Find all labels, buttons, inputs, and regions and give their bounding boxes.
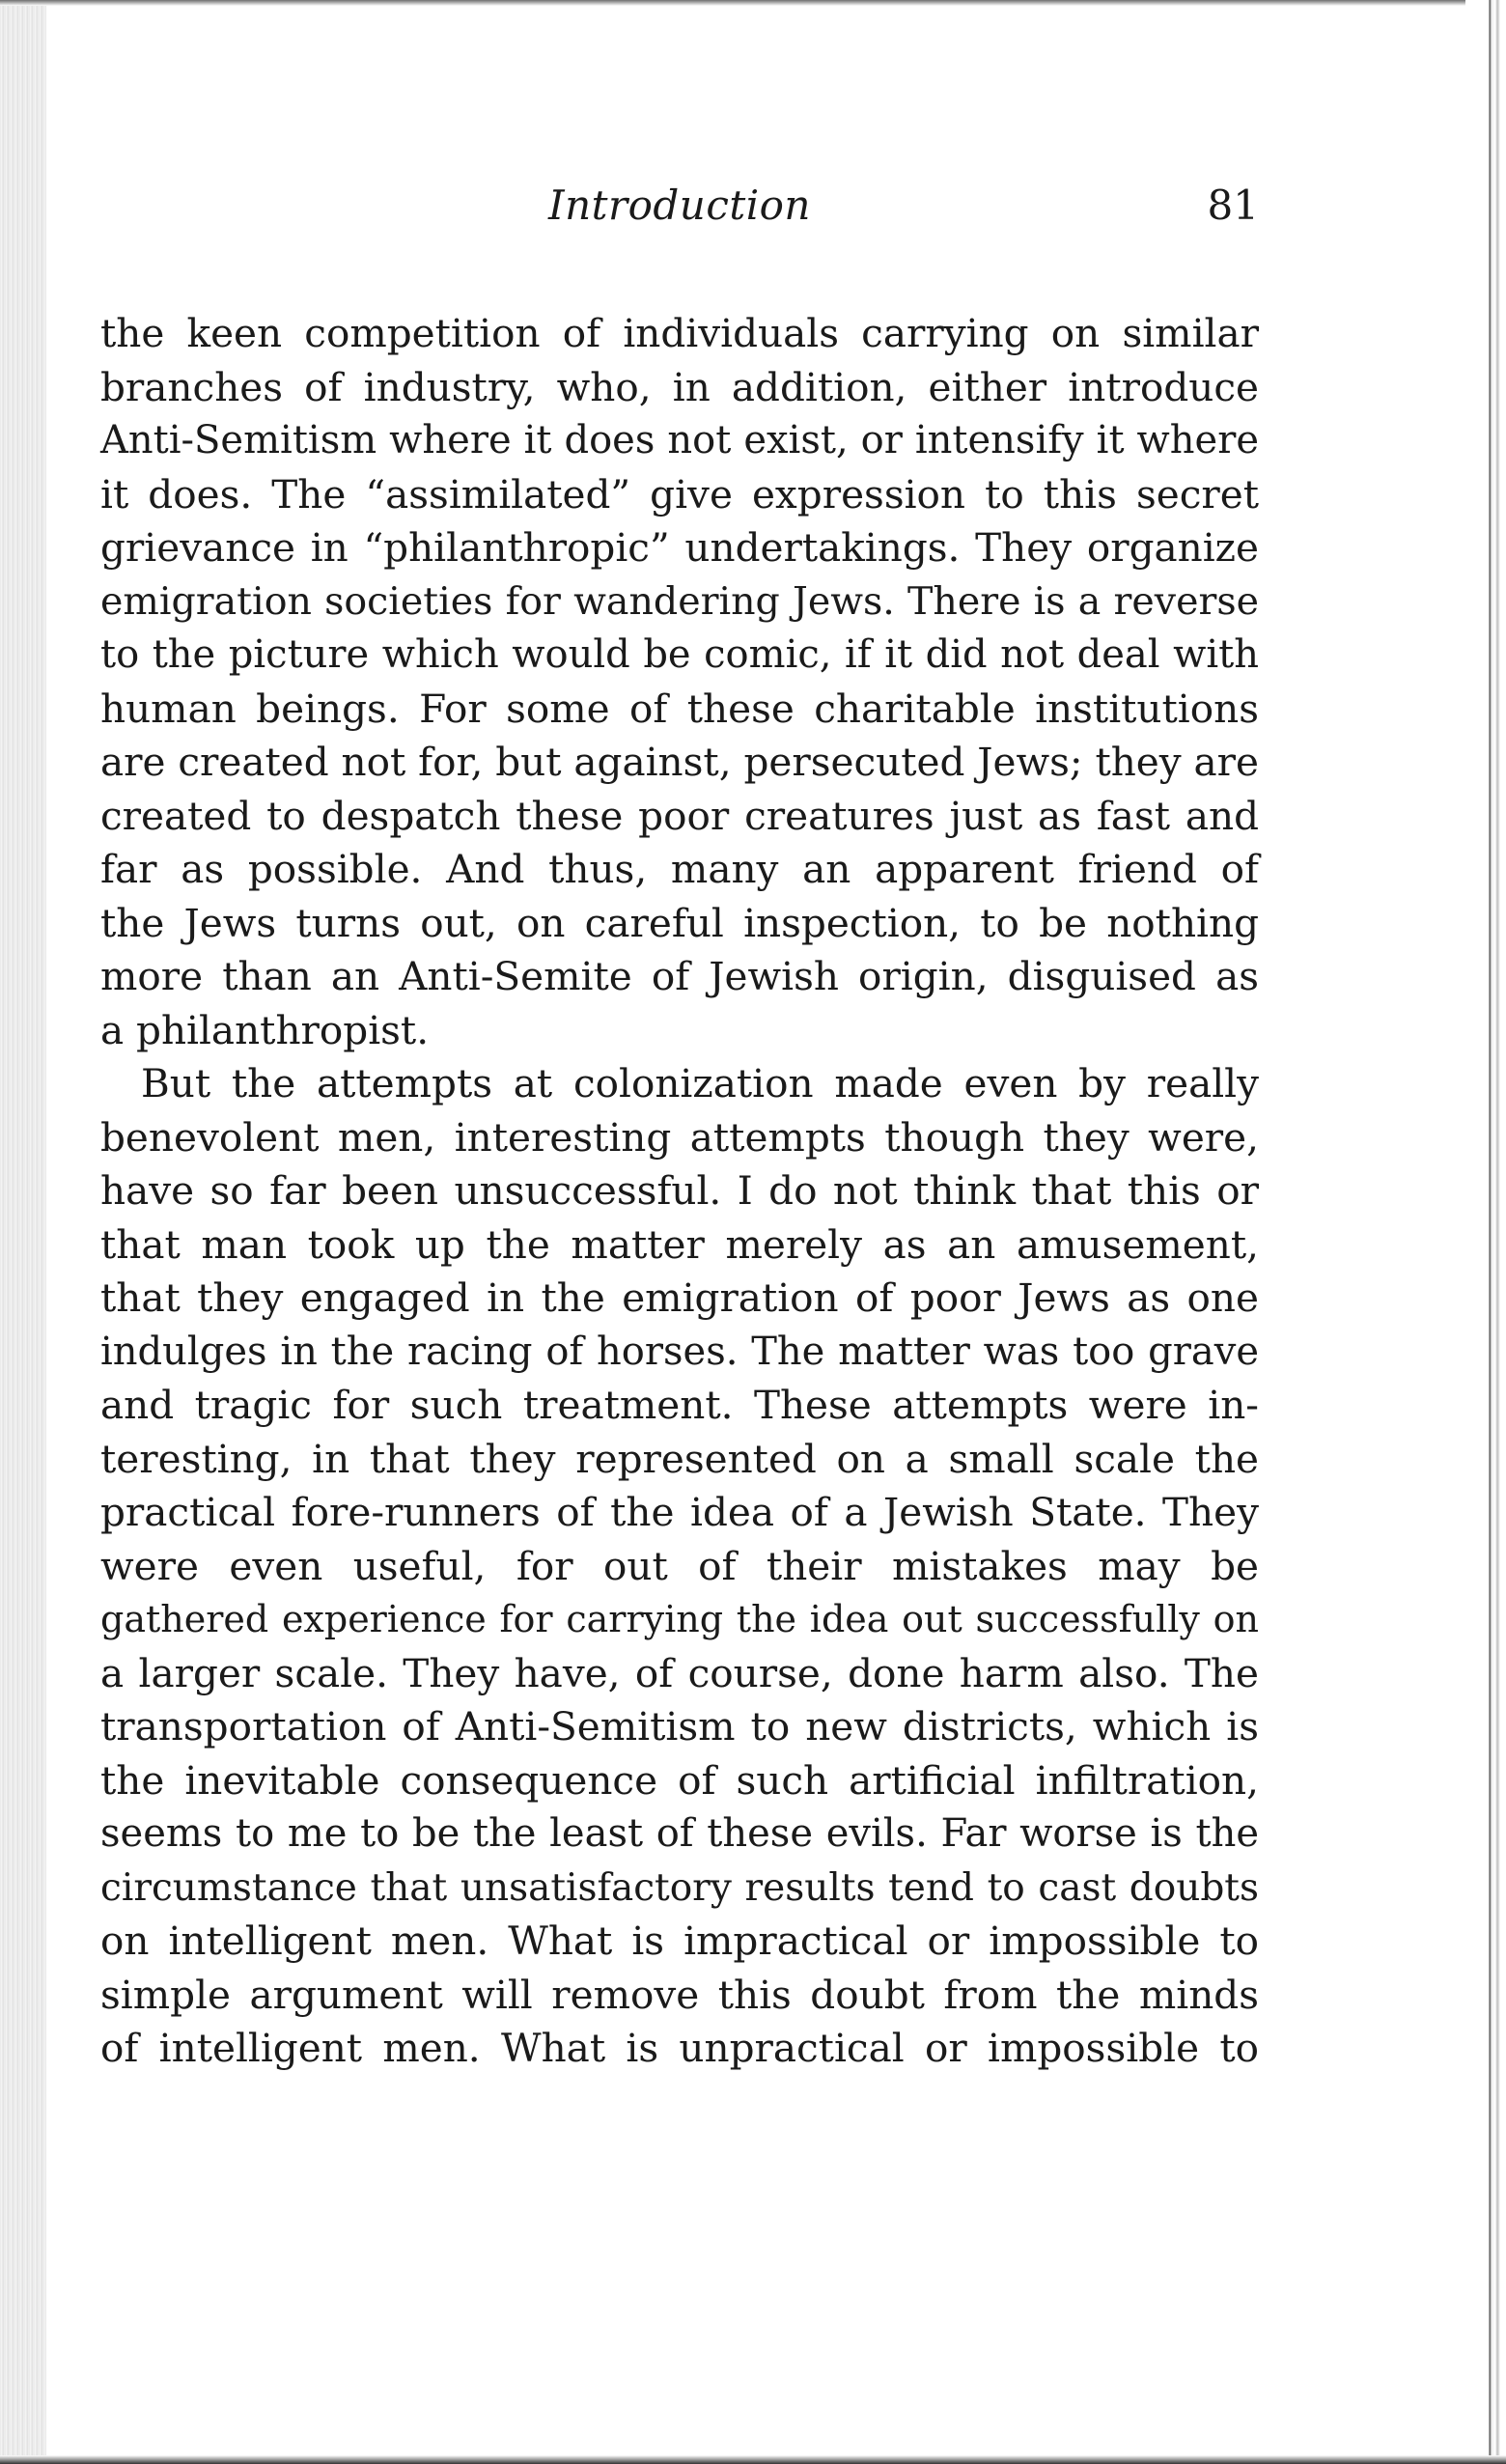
scan-right-edge [1465, 0, 1506, 2464]
scan-top-edge [0, 0, 1506, 6]
text-line: on intelligent men. What is impractical or impossible to [100, 1918, 1259, 1964]
text-line: to the picture which would be comic, if it did not deal with [100, 632, 1259, 677]
text-line: it does. The “assimilated” give expression to this secret [100, 470, 1259, 518]
text-line: circumstance that unsatisfactory results tend to cast doubts [100, 1865, 1259, 1910]
text-line: simple argument will remove this doubt from the minds [100, 1971, 1259, 2018]
text-line: are created not for, but against, persecuted Jews; they are [100, 739, 1259, 785]
text-line: more than an Anti-Semite of Jewish origin, disguised as [100, 953, 1259, 999]
text-line: a philanthropist. [100, 1006, 430, 1053]
text-line: transportation of Anti-Semitism to new districts, which is [100, 1703, 1259, 1750]
text-line: that man took up the matter merely as an amusement, [100, 1220, 1259, 1268]
text-line: branches of industry, who, in addition, either introduce [100, 363, 1259, 410]
page-header [100, 182, 1259, 249]
text-line: that they engaged in the emigration of poor Jews as one [100, 1274, 1259, 1321]
running-head: Introduction [548, 182, 811, 229]
text-line: grievance in “philanthropic” undertakings. They organize [100, 524, 1259, 571]
text-line: teresting, in that they represented on a small scale the [100, 1435, 1259, 1482]
text-line: have so far been unsuccessful. I do not think that this or [100, 1167, 1259, 1214]
body-text [100, 307, 1259, 2076]
text-line: of intelligent men. What is unpractical or impossible to [100, 2025, 1259, 2071]
text-line: created to despatch these poor creatures just as fast and [100, 792, 1259, 839]
page-number: 81 [1207, 182, 1259, 229]
text-line: Anti-Semitism where it does not exist, or intensify it where [100, 418, 1259, 462]
text-line: and tragic for such treatment. These attempts were in- [100, 1382, 1259, 1428]
text-line: the Jews turns out, on careful inspection, to be nothing [100, 899, 1259, 946]
text-line: far as possible. And thus, many an apparent friend of [100, 846, 1259, 892]
text-line: seems to me to be the least of these evils. Far worse is the [100, 1811, 1259, 1856]
paragraph-start: But the attempts at colonization made even by really [141, 1060, 1259, 1106]
scan-left-edge [0, 0, 46, 2464]
scan-bottom-edge [0, 2455, 1506, 2464]
text-line: the inevitable consequence of such artificial infiltration, [100, 1756, 1259, 1804]
text-line: indulges in the racing of horses. The matter was too grave [100, 1329, 1259, 1374]
text-line: were even useful, for out of their mistakes may be [100, 1542, 1259, 1589]
text-line: gathered experience for carrying the idea out successfully on [100, 1598, 1259, 1640]
text-line: benevolent men, interesting attempts though they were, [100, 1113, 1259, 1161]
text-line: emigration societies for wandering Jews. There is a reverse [100, 578, 1259, 624]
text-line: practical fore-runners of the idea of a Jewish State. They [100, 1489, 1259, 1535]
text-line: human beings. For some of these charitable institutions [100, 685, 1259, 732]
text-line: a larger scale. They have, of course, done harm also. The [100, 1649, 1259, 1696]
text-line: the keen competition of individuals carrying on similar [100, 310, 1259, 356]
